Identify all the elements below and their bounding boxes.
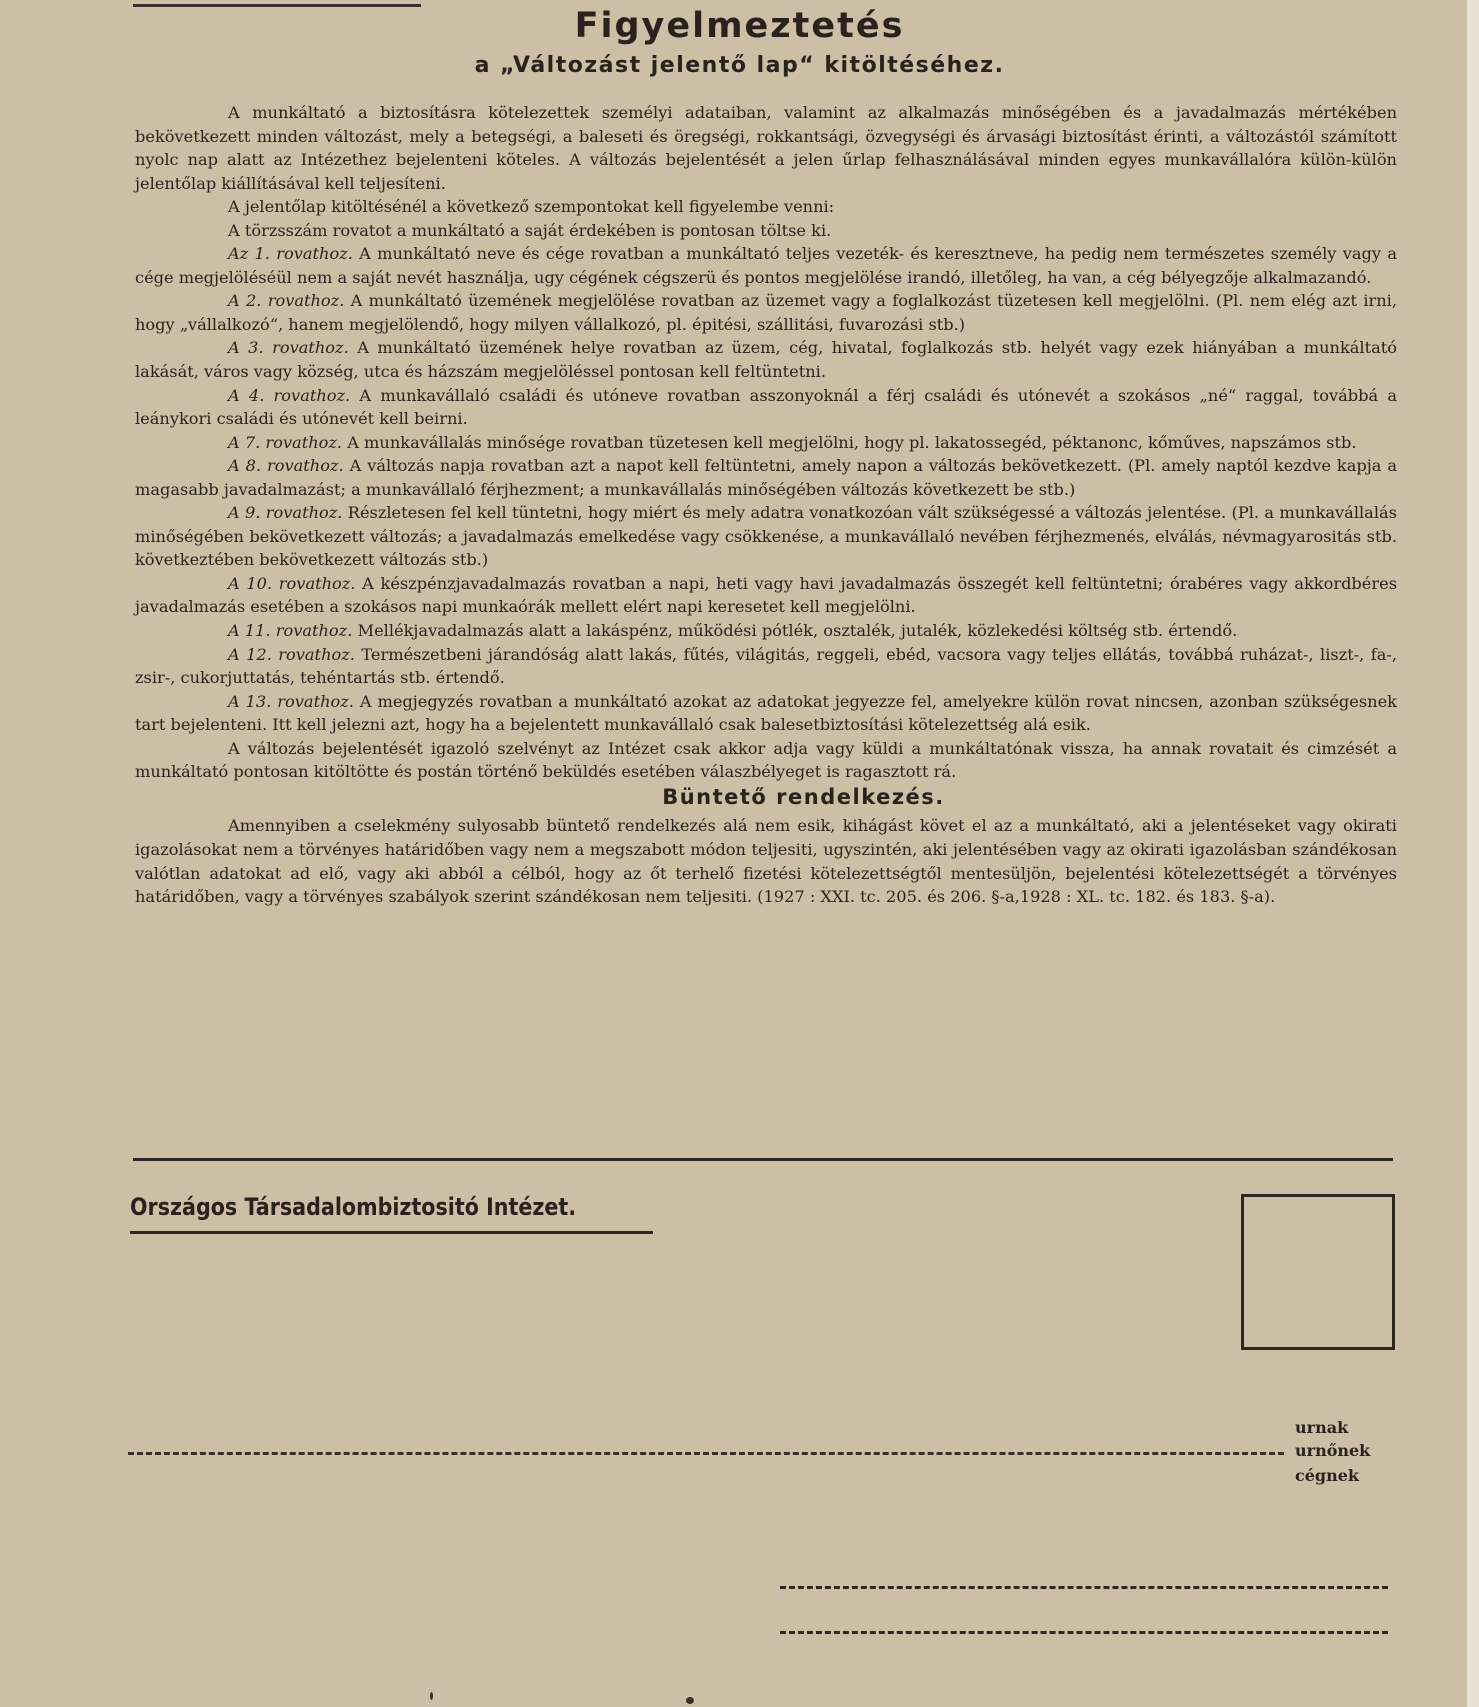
institute-underline	[130, 1231, 653, 1234]
paragraph	[135, 289, 1397, 336]
paragraph-text: Mellékjavadalmazás alatt a lakáspénz, működési pótlék, osztalék, jutalék, közlekedési költség stb. értendő.	[357, 621, 1238, 641]
ink-speck	[686, 1697, 694, 1704]
paragraph-text: A munkavállaló családi és utóneve rovatban asszonyoknál a férj családi és utónevét a szokásos „né“ raggal, továbbá a leánykori családi és utónevét kell beirni.	[135, 385, 1397, 429]
paragraph-text: A munkáltató neve és cége rovatban a munkáltató teljes vezeték- és keresztneve, ha pedig nem természetes személy vagy a cége megjelöléséül nem a saját nevét használja, ugy cégének cégszerü és pontos megjelölése irandó, illetőleg, ha van, a cég bélyegzője alkalmazandó.	[135, 244, 1397, 287]
paragraph-text: A törzsszám rovatot a munkáltató a saját érdekében is pontosan töltse ki.	[228, 220, 832, 240]
salutation-urnak: urnak	[1295, 1418, 1349, 1437]
paragraph-text: Részletesen fel kell tüntetni, hogy miért és mely adatra vonatkozóan vált szükségessé a változás jelentése. (Pl. a munkavállalás minőségében bekövetkezett változás; a javadalmazás emelkedése vagy csökkenése, a munkavállaló nevében férjhezmenés, elválás, névmagyarositás stb. következtében bekövetkezett változás stb.)	[135, 503, 1397, 570]
paragraph-text: A megjegyzés rovatban a munkáltató azokat az adatokat jegyezze fel, amelyekre külön rovat nincsen, azonban szükségesnek tart bejelenteni. Itt kell jelezni azt, hogy ha a bejelentett munkavállaló csak balesetbiztosítási kötelezettség alá esik.	[135, 691, 1397, 735]
rovat-label: A 4. rovathoz.	[228, 385, 351, 405]
penal-text: Amennyiben a cselekmény sulyosabb büntető rendelkezés alá nem esik, kihágást követ el az a munkáltató, aki a jelentéseket vagy okirati igazolásokat nem a törvényes határidőben vagy nem a megszabott módon teljesiti, ugyszintén, aki jelentésében vagy az okirati igazolásban szándékosan valótlan adatokat ad elő, vagy aki abból a célból, hogy az őt terhelő fizetési kötelezettségtől mentesüljön, bejelentési kötelezettségét a törvényes határidőben, vagy a törvényes szabályok szerint szándékosan nem teljesiti. (1927 : XXI. tc. 205. és 206. §-a,1928 : XL. tc. 182. és 183. §-a).	[135, 816, 1397, 907]
paragraph-text: A jelentőlap kitöltésénél a következő szempontokat kell figyelembe venni:	[228, 197, 835, 217]
paragraph-text: A munkáltató üzemének megjelölése rovatban az üzemet vagy a foglalkozást tüzetesen kell megjelölni. (Pl. nem elég azt irni, hogy „vállalkozó“, hanem megjelölendő, hogy milyen vállalkozó, pl. épitési, szállitási, fuvarozási stb.)	[135, 291, 1397, 334]
paragraph	[135, 501, 1397, 572]
rovat-label: A 11. rovathoz.	[228, 621, 353, 641]
paragraph-text: A készpénzjavadalmazás rovatban a napi, heti vagy havi javadalmazás összegét kell feltüntetni; órabéres vagy akkordbéres javadalmazás esetében a szokásos napi munkaórák mellett elért napi keresetet kell megjelölni.	[135, 573, 1398, 617]
paragraph-text: A munkáltató a biztosításra kötelezettek személyi adataiban, valamint az alkalmazás minőségében és a javadalmazás mértékében bekövetkezett minden változást, mely a betegségi, a baleseti és öregségi, rokkantsági, özvegységi és árvasági biztosítást érinti, a változástól számított nyolc nap alatt az Intézethez bejelenteni köteles. A változás bejelentését a jelen űrlap felhasználásával minden egyes munkavállalóra külön-külön jelentőlap kiállításával kell teljesíteni.	[135, 103, 1397, 193]
paragraph-text: Természetbeni járandóság alatt lakás, fűtés, világitás, reggeli, ebéd, vacsora vagy teljes ellátás, továbbá ruházat-, liszt-, fa-, zsir-, cukorjuttatás, tehéntartás stb. értendő.	[135, 644, 1398, 688]
paragraph	[135, 384, 1397, 431]
rovat-label: A 9. rovathoz.	[228, 503, 343, 523]
section-divider	[133, 1158, 1393, 1161]
paragraph	[135, 195, 1397, 219]
address-line	[780, 1586, 1388, 1589]
paragraph	[135, 737, 1397, 784]
salutation-cegnek: cégnek	[1295, 1466, 1360, 1485]
paragraph-text: A munkavállalás minősége rovatban tüzetesen kell megjelölni, hogy pl. lakatossegéd, péktanonc, kőműves, napszámos stb.	[347, 432, 1357, 452]
paragraph	[135, 101, 1397, 195]
paragraph	[135, 643, 1397, 690]
paragraph	[135, 572, 1397, 619]
ink-speck	[430, 1692, 433, 1700]
paragraph	[135, 690, 1397, 737]
institute-name: Országos Társadalombiztositó Intézet.	[130, 1193, 577, 1221]
address-line	[780, 1631, 1388, 1634]
rovat-label: A 10. rovathoz.	[228, 573, 356, 593]
paragraph-text: A munkáltató üzemének helye rovatban az üzem, cég, hivatal, foglalkozás stb. helyét vagy ezek hiányában a munkáltató lakását, város vagy község, utca és házszám megjelöléssel pontosan kell feltüntetni.	[135, 338, 1397, 382]
document-title: Figyelmeztetés	[574, 6, 905, 46]
instructions-body	[135, 101, 1397, 909]
rovat-label: A 3. rovathoz.	[228, 338, 349, 358]
paragraph	[135, 336, 1397, 383]
salutation-urnonek: urnőnek	[1295, 1441, 1371, 1460]
rovat-label: A 13. rovathoz.	[228, 691, 354, 711]
paragraph	[135, 619, 1397, 643]
rovat-label: Az 1. rovathoz.	[228, 244, 353, 264]
rovat-label: A 12. rovathoz.	[228, 644, 355, 664]
paragraph	[135, 219, 1397, 243]
paragraph	[135, 242, 1397, 289]
paragraph	[135, 454, 1397, 501]
paragraph-text: A változás napja rovatban azt a napot kell feltüntetni, amely napon a változás bekövetkezett. (Pl. amely naptól kezdve kapja a magasabb javadalmazást; a munkavállaló férjhezment; a munkavállalás minőségében változás következett be stb.)	[135, 456, 1397, 499]
page-edge	[1467, 0, 1479, 1707]
rovat-label: A 8. rovathoz.	[228, 456, 344, 476]
paragraph	[135, 431, 1397, 455]
document-subtitle: a „Változást jelentő lap“ kitöltéséhez.	[474, 53, 1005, 78]
stamp-box	[1241, 1194, 1395, 1350]
addressee-line	[128, 1452, 1284, 1455]
penal-heading: Büntető rendelkezés.	[662, 784, 945, 809]
paragraph-text: A változás bejelentését igazoló szelvényt az Intézet csak akkor adja vagy küldi a munkáltatónak vissza, ha annak rovatait és cimzését a munkáltató pontosan kitöltötte és postán történő beküldés esetében válaszbélyeget is ragasztott rá.	[135, 738, 1397, 782]
rovat-label: A 7. rovathoz.	[228, 432, 343, 452]
rovat-label: A 2. rovathoz.	[228, 291, 345, 311]
penal-paragraph	[135, 814, 1397, 908]
